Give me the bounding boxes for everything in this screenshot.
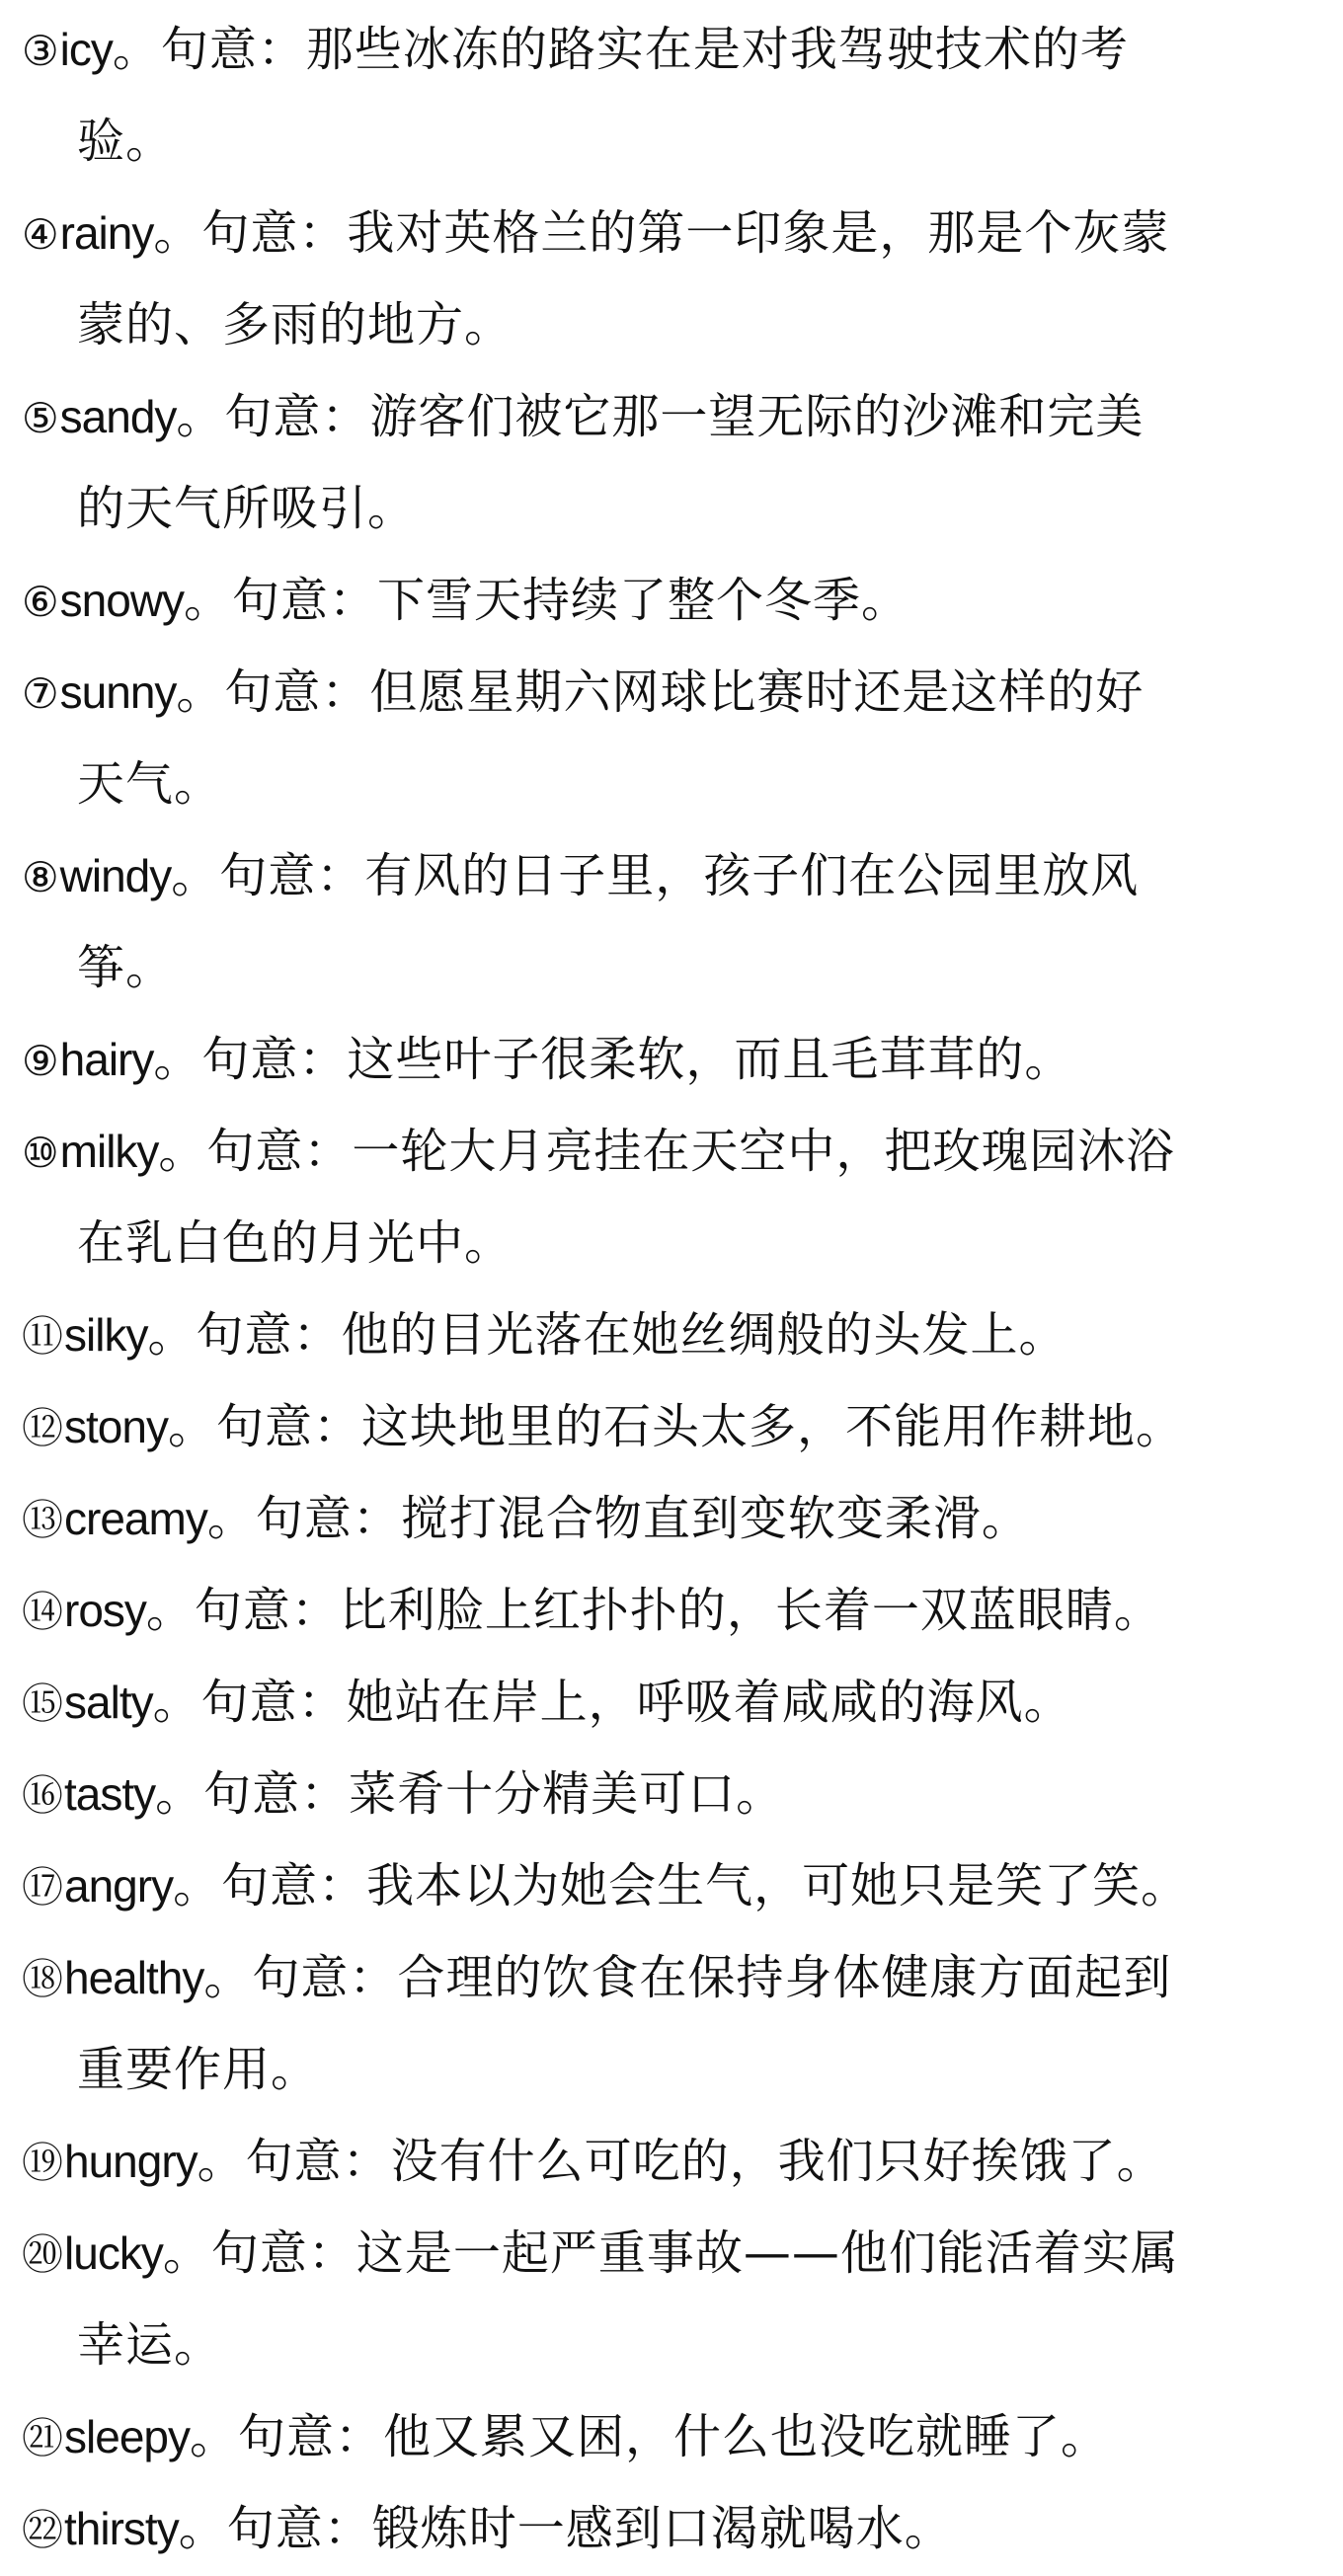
entry-tasty: [22, 1749, 1323, 1840]
entry-word: rainy: [59, 207, 154, 259]
entry-word: snowy: [59, 575, 185, 626]
entry-sunny: [22, 647, 1323, 830]
entry-text: 。句意：我本以为她会生气，可她只是笑了笑。: [173, 1858, 1190, 1913]
entry-line: [22, 2483, 1323, 2575]
entry-hungry: [22, 2116, 1323, 2208]
entry-milky: [22, 1106, 1323, 1289]
entry-continuation: 验。: [77, 114, 175, 169]
entry-line: [22, 647, 1323, 739]
entry-word: tasty: [64, 1768, 156, 1820]
entry-text: 。句意：锻炼时一感到口渴就喝水。: [178, 2501, 953, 2556]
entry-number: ⑳: [22, 2230, 65, 2279]
entry-stony: [22, 1381, 1323, 1473]
entry-number: ⑱: [22, 1955, 65, 2003]
entry-continuation: 筝。: [77, 940, 175, 995]
entry-word: sunny: [59, 666, 177, 718]
entry-word: sandy: [59, 391, 177, 442]
entry-windy: [22, 830, 1323, 1014]
entry-number: ㉒: [22, 2506, 65, 2554]
entry-text: 。句意：菜肴十分精美可口。: [155, 1766, 785, 1822]
entry-sandy: [22, 371, 1323, 555]
entry-line: [22, 1932, 1323, 2024]
entry-number: ④: [22, 210, 60, 259]
entry-thirsty: [22, 2483, 1323, 2575]
entry-continuation: 幸运。: [77, 2317, 223, 2373]
entry-rainy: [22, 188, 1323, 371]
entry-continuation: 蒙的、多雨的地方。: [77, 297, 514, 352]
entry-text: 。句意：那些冰冻的路实在是对我驾驶技术的考: [112, 22, 1129, 77]
entry-text: 。句意：下雪天持续了整个冬季。: [184, 573, 910, 628]
entry-text: 。句意：有风的日子里，孩子们在公园里放风: [171, 848, 1140, 903]
entry-word: lucky: [64, 2227, 163, 2279]
entry-rosy: [22, 1565, 1323, 1657]
entry-number: ⑦: [22, 669, 60, 718]
entry-number: ⑭: [22, 1588, 65, 1636]
entry-line: [22, 1473, 1323, 1565]
entry-word: angry: [64, 1860, 174, 1912]
entry-word: sleepy: [64, 2411, 190, 2462]
entry-continuation: 重要作用。: [77, 2042, 320, 2097]
entry-lucky: [22, 2208, 1323, 2391]
entry-icy: [22, 4, 1323, 188]
entry-text: 。句意：合理的饮食在保持身体健康方面起到: [203, 1950, 1172, 2005]
entry-number: ⑥: [22, 578, 60, 626]
entry-sleepy: [22, 2391, 1323, 2483]
entry-line: [22, 1381, 1323, 1473]
entry-line: [22, 1014, 1323, 1106]
entry-silky: [22, 1289, 1323, 1381]
entry-number: ⑤: [22, 394, 60, 442]
entry-number: ⑯: [22, 1771, 65, 1820]
entry-hairy: [22, 1014, 1323, 1106]
entry-text: 。句意：她站在岸上，呼吸着咸咸的海风。: [152, 1675, 1072, 1730]
entry-word: healthy: [64, 1952, 204, 2003]
entry-continuation: 天气。: [77, 756, 223, 812]
entry-text: 。句意：这是一起严重事故——他们能活着实属: [162, 2225, 1179, 2281]
entry-creamy: [22, 1473, 1323, 1565]
entry-text: 。句意：他的目光落在她丝绸般的头发上。: [147, 1307, 1067, 1363]
entry-number: ㉑: [22, 2414, 65, 2462]
entry-angry: [22, 1840, 1323, 1932]
entry-number: ⑲: [22, 2139, 65, 2187]
entry-word: creamy: [64, 1493, 207, 1544]
entry-line: [22, 188, 1323, 279]
entry-number: ③: [22, 27, 60, 75]
entry-number: ⑪: [22, 1312, 65, 1361]
entry-text: 。句意：这块地里的石头太多，不能用作耕地。: [167, 1399, 1184, 1454]
entry-word: stony: [64, 1401, 168, 1452]
entry-line: [22, 1749, 1323, 1840]
entry-text: 。句意：没有什么可吃的，我们只好挨饿了。: [197, 2134, 1165, 2189]
entry-text: 。句意：比利脸上红扑扑的，长着一双蓝眼睛。: [145, 1583, 1162, 1638]
entry-word: silky: [64, 1309, 148, 1361]
entry-number: ⑮: [22, 1679, 65, 1728]
entry-text: 。句意：游客们被它那一望无际的沙滩和完美: [176, 389, 1145, 444]
entry-continuation: 在乳白色的月光中。: [77, 1215, 514, 1271]
entry-word: milky: [59, 1126, 159, 1177]
entry-text: 。句意：一轮大月亮挂在天空中，把玫瑰园沐浴: [158, 1124, 1175, 1179]
entry-number: ⑨: [22, 1037, 60, 1085]
entry-word: hairy: [59, 1034, 154, 1085]
entry-line: [22, 2208, 1323, 2300]
entry-number: ⑰: [22, 1863, 65, 1912]
entry-word: rosy: [64, 1585, 146, 1636]
entry-text: 。句意：搅打混合物直到变软变柔滑。: [206, 1491, 1030, 1546]
entry-line: [22, 1289, 1323, 1381]
entry-word: hungry: [64, 2136, 198, 2187]
entry-healthy: [22, 1932, 1323, 2116]
entry-line: [22, 830, 1323, 922]
entry-salty: [22, 1657, 1323, 1749]
entry-line: [22, 1565, 1323, 1657]
entry-number: ⑧: [22, 853, 60, 901]
entry-line: [22, 371, 1323, 463]
entry-text: 。句意：我对英格兰的第一印象是，那是个灰蒙: [153, 205, 1170, 261]
entry-word: thirsty: [64, 2503, 179, 2554]
entry-line: [22, 1106, 1323, 1198]
entry-line: [22, 555, 1323, 647]
entry-number: ⑬: [22, 1496, 65, 1544]
entry-snowy: [22, 555, 1323, 647]
entry-line: [22, 1657, 1323, 1749]
answer-list: [22, 4, 1323, 2575]
entry-text: 。句意：但愿星期六网球比赛时还是这样的好: [176, 664, 1145, 720]
entry-line: [22, 2116, 1323, 2208]
entry-text: 。句意：他又累又困，什么也没吃就睡了。: [189, 2409, 1109, 2464]
entry-number: ⑫: [22, 1404, 65, 1452]
entry-line: [22, 1840, 1323, 1932]
entry-continuation: 的天气所吸引。: [77, 481, 417, 536]
entry-word: icy: [59, 24, 113, 75]
entry-number: ⑩: [22, 1129, 60, 1177]
entry-line: [22, 2391, 1323, 2483]
entry-word: salty: [64, 1677, 153, 1728]
entry-text: 。句意：这些叶子很柔软，而且毛茸茸的。: [153, 1032, 1073, 1087]
entry-line: [22, 4, 1323, 96]
entry-word: windy: [59, 850, 172, 901]
